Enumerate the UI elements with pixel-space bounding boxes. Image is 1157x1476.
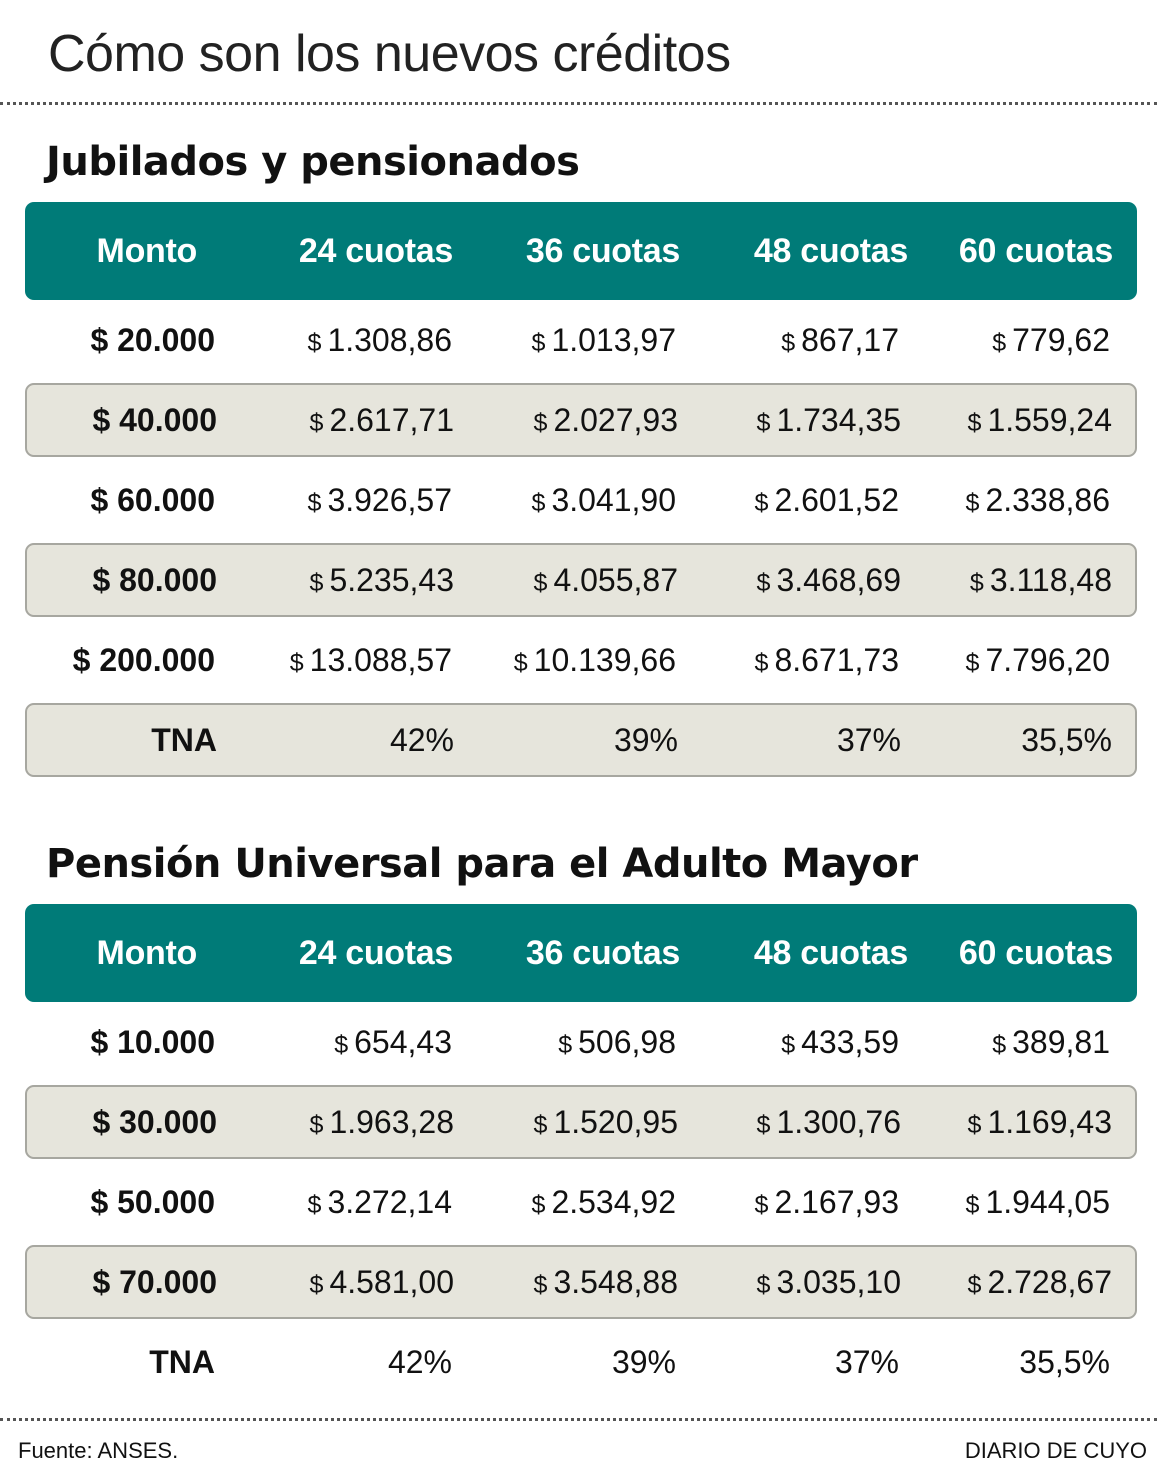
installment-value: 1.944,05	[985, 1183, 1110, 1220]
tna-label: TNA	[151, 721, 217, 758]
table-pension-universal	[25, 904, 1137, 1402]
installment-cell	[452, 1024, 676, 1061]
tna-value: 42%	[387, 1343, 452, 1380]
installment-cell	[899, 482, 1110, 519]
table-row	[25, 1162, 1137, 1242]
installment-cell	[678, 1104, 901, 1141]
column-header: 24 cuotas	[298, 231, 453, 270]
installment-value: 1.963,28	[329, 1103, 454, 1140]
currency-symbol: $	[965, 648, 980, 677]
installment-value: 3.041,90	[551, 481, 676, 518]
installment-value: 654,43	[354, 1023, 452, 1060]
table-header	[25, 904, 1137, 1002]
currency-symbol: $	[967, 408, 982, 437]
currency-symbol: $	[307, 1190, 322, 1219]
section-title-pension-universal: Pensión Universal para el Adulto Mayor	[46, 841, 918, 887]
currency-symbol: $	[756, 568, 771, 597]
currency-symbol: $	[531, 328, 546, 357]
tna-value: 42%	[389, 721, 454, 758]
installment-value: 3.118,48	[989, 561, 1112, 598]
installment-value: 867,17	[801, 321, 899, 358]
installment-cell	[454, 1264, 678, 1301]
monto-cell: $ 70.000	[92, 1263, 217, 1300]
installment-value: 389,81	[1012, 1023, 1110, 1060]
installment-value: 4.581,00	[329, 1263, 454, 1300]
currency-symbol: $	[992, 1030, 1007, 1059]
installment-value: 3.035,10	[776, 1263, 901, 1300]
monto-cell: $ 20.000	[90, 321, 215, 358]
currency-symbol: $	[756, 1270, 771, 1299]
installment-value: 3.468,69	[776, 561, 901, 598]
tna-row	[25, 703, 1137, 777]
table-body	[25, 1002, 1137, 1402]
installment-value: 2.167,93	[774, 1183, 899, 1220]
installment-cell	[901, 1104, 1112, 1141]
column-header: 36 cuotas	[525, 933, 680, 972]
currency-symbol: $	[754, 1190, 769, 1219]
installment-cell	[215, 322, 452, 359]
table-row	[25, 383, 1137, 457]
currency-symbol: $	[307, 488, 322, 517]
currency-symbol: $	[309, 1110, 324, 1139]
table-body	[25, 300, 1137, 777]
currency-symbol: $	[756, 1110, 771, 1139]
monto-cell: $ 200.000	[72, 641, 215, 678]
currency-symbol: $	[781, 1030, 796, 1059]
monto-cell: $ 80.000	[92, 561, 217, 598]
installment-cell	[452, 642, 676, 679]
currency-symbol: $	[533, 408, 548, 437]
installment-cell	[676, 1024, 899, 1061]
currency-symbol: $	[969, 568, 984, 597]
column-header: 36 cuotas	[525, 231, 680, 270]
section-title-jubilados: Jubilados y pensionados	[46, 139, 580, 185]
installment-value: 433,59	[801, 1023, 899, 1060]
currency-symbol: $	[533, 1110, 548, 1139]
installment-cell	[676, 1184, 899, 1221]
installment-cell	[215, 1024, 452, 1061]
installment-value: 1.559,24	[987, 401, 1112, 438]
currency-symbol: $	[754, 488, 769, 517]
installment-cell	[678, 1264, 901, 1301]
installment-cell	[899, 1184, 1110, 1221]
installment-cell	[217, 562, 454, 599]
currency-symbol: $	[334, 1030, 349, 1059]
installment-cell	[676, 642, 899, 679]
brand-name: DIARIO DE CUYO	[964, 1438, 1147, 1463]
tna-row	[25, 1322, 1137, 1402]
installment-cell	[901, 1264, 1112, 1301]
installment-cell	[217, 1264, 454, 1301]
table-row	[25, 1245, 1137, 1319]
installment-cell	[678, 562, 901, 599]
table-row	[25, 460, 1137, 540]
installment-value: 5.235,43	[329, 561, 454, 598]
source-note: Fuente: ANSES.	[18, 1438, 179, 1463]
tna-value: 37%	[836, 721, 901, 758]
table-row	[25, 300, 1137, 380]
currency-symbol: $	[531, 1190, 546, 1219]
currency-symbol: $	[992, 328, 1007, 357]
monto-cell: $ 50.000	[90, 1183, 215, 1220]
installment-cell	[678, 402, 901, 439]
tna-value: 35,5%	[1021, 721, 1112, 758]
table-jubilados	[25, 202, 1137, 780]
installment-value: 1.734,35	[776, 401, 901, 438]
installment-cell	[901, 562, 1112, 599]
installment-value: 2.027,93	[553, 401, 678, 438]
installment-cell	[215, 1184, 452, 1221]
installment-value: 3.926,57	[327, 481, 452, 518]
tna-value: 39%	[611, 1343, 676, 1380]
installment-cell	[454, 402, 678, 439]
installment-cell	[899, 1024, 1110, 1061]
currency-symbol: $	[756, 408, 771, 437]
table-row	[25, 1085, 1137, 1159]
currency-symbol: $	[531, 488, 546, 517]
installment-value: 2.728,67	[987, 1263, 1112, 1300]
installment-value: 779,62	[1012, 321, 1110, 358]
installment-cell	[217, 1104, 454, 1141]
installment-cell	[452, 322, 676, 359]
currency-symbol: $	[781, 328, 796, 357]
installment-value: 2.534,92	[551, 1183, 676, 1220]
installment-cell	[676, 482, 899, 519]
currency-symbol: $	[965, 488, 980, 517]
installment-value: 2.601,52	[774, 481, 899, 518]
installment-value: 1.169,43	[987, 1103, 1112, 1140]
currency-symbol: $	[967, 1110, 982, 1139]
installment-value: 7.796,20	[985, 641, 1110, 678]
installment-cell	[901, 402, 1112, 439]
installment-value: 3.548,88	[553, 1263, 678, 1300]
installment-cell	[454, 1104, 678, 1141]
monto-cell: $ 10.000	[90, 1023, 215, 1060]
currency-symbol: $	[558, 1030, 573, 1059]
column-header: 48 cuotas	[753, 231, 908, 270]
installment-cell	[676, 322, 899, 359]
installment-value: 8.671,73	[774, 641, 899, 678]
installment-cell	[215, 642, 452, 679]
currency-symbol: $	[533, 568, 548, 597]
column-header: Monto	[96, 933, 197, 972]
column-header: 48 cuotas	[753, 933, 908, 972]
currency-symbol: $	[307, 328, 322, 357]
installment-value: 1.013,97	[551, 321, 676, 358]
currency-symbol: $	[309, 1270, 324, 1299]
page-title: Cómo son los nuevos créditos	[48, 25, 731, 83]
tna-label: TNA	[149, 1343, 215, 1380]
column-header: 60 cuotas	[958, 231, 1113, 270]
installment-value: 13.088,57	[309, 641, 452, 678]
installment-cell	[215, 482, 452, 519]
tna-value: 37%	[834, 1343, 899, 1380]
table-row	[25, 543, 1137, 617]
table-row	[25, 1002, 1137, 1082]
divider	[0, 1418, 1157, 1421]
tna-value: 39%	[613, 721, 678, 758]
installment-cell	[899, 642, 1110, 679]
installment-cell	[454, 562, 678, 599]
currency-symbol: $	[309, 408, 324, 437]
column-header: Monto	[96, 231, 197, 270]
installment-value: 506,98	[578, 1023, 676, 1060]
column-header: 24 cuotas	[298, 933, 453, 972]
installment-value: 1.520,95	[553, 1103, 678, 1140]
installment-value: 4.055,87	[553, 561, 678, 598]
currency-symbol: $	[309, 568, 324, 597]
installment-value: 1.300,76	[776, 1103, 901, 1140]
installment-value: 2.338,86	[985, 481, 1110, 518]
currency-symbol: $	[533, 1270, 548, 1299]
installment-value: 3.272,14	[327, 1183, 452, 1220]
currency-symbol: $	[967, 1270, 982, 1299]
monto-cell: $ 60.000	[90, 481, 215, 518]
installment-cell	[452, 482, 676, 519]
currency-symbol: $	[965, 1190, 980, 1219]
monto-cell: $ 40.000	[92, 401, 217, 438]
column-header: 60 cuotas	[958, 933, 1113, 972]
currency-symbol: $	[289, 648, 304, 677]
installment-cell	[217, 402, 454, 439]
installment-value: 10.139,66	[533, 641, 676, 678]
divider	[0, 102, 1157, 105]
installment-cell	[899, 322, 1110, 359]
installment-value: 1.308,86	[327, 321, 452, 358]
table-header	[25, 202, 1137, 300]
currency-symbol: $	[513, 648, 528, 677]
table-row	[25, 620, 1137, 700]
installment-value: 2.617,71	[329, 401, 454, 438]
tna-value: 35,5%	[1019, 1343, 1110, 1380]
installment-cell	[452, 1184, 676, 1221]
currency-symbol: $	[754, 648, 769, 677]
monto-cell: $ 30.000	[92, 1103, 217, 1140]
